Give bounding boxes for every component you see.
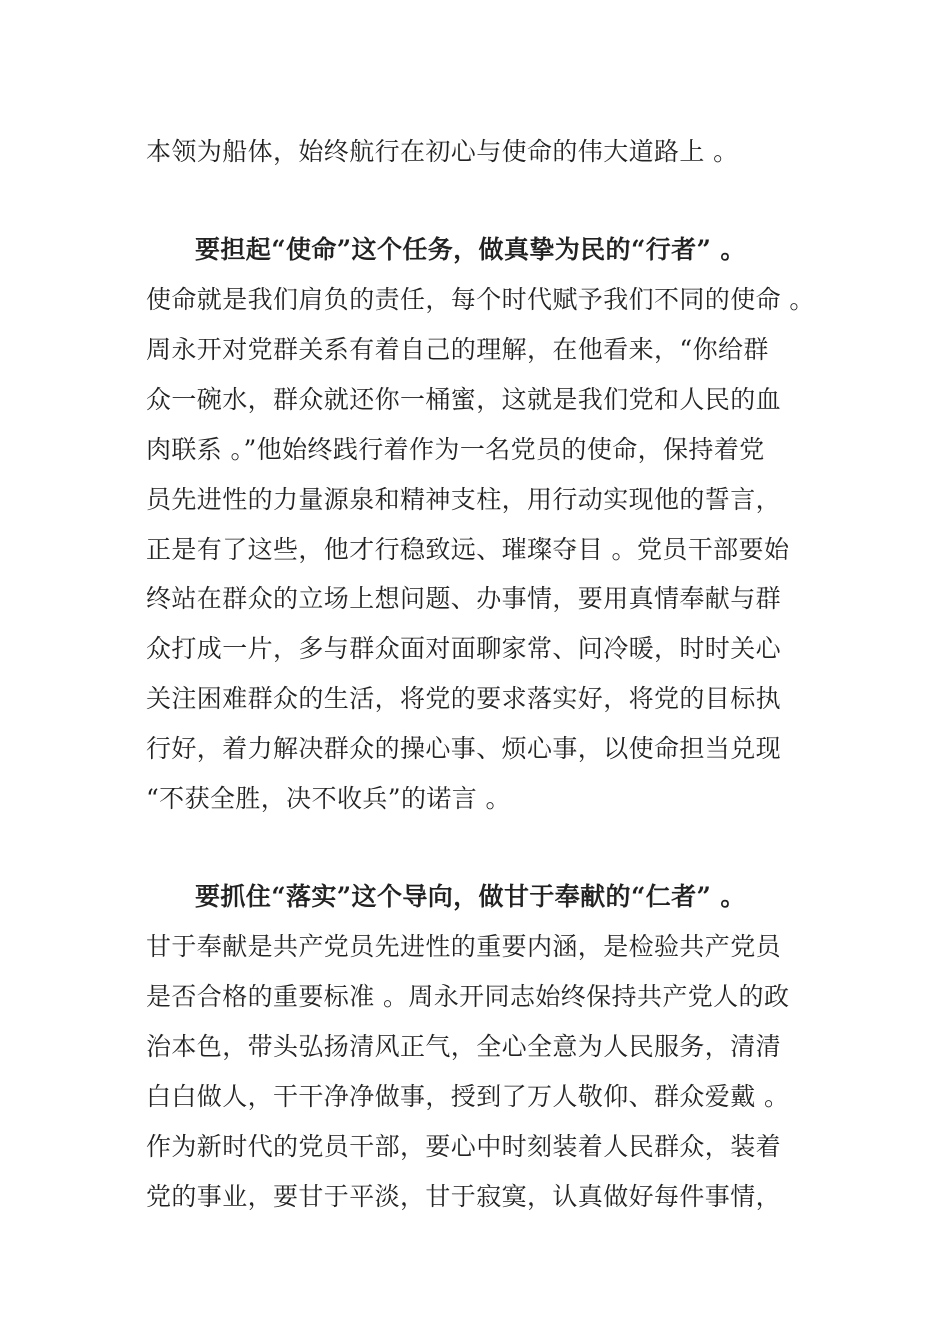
- paragraph-line: 员先进性的力量源泉和精神支柱，用行动实现他的誓言，: [146, 485, 782, 514]
- intro-line: 本领为船体，始终航行在初心与使命的伟大道路上 。: [146, 137, 739, 166]
- paragraph-line: 行好，着力解决群众的操心事、烦心事，以使命担当兑现: [146, 734, 782, 763]
- paragraph-line: 众打成一片，多与群众面对面聊家常、问冷暖，时时关心: [146, 634, 782, 663]
- paragraph-line: 治本色，带头弘扬清风正气，全心全意为人民服务，清清: [146, 1032, 782, 1061]
- paragraph-line: 终站在群众的立场上想问题、办事情，要用真情奉献与群: [146, 584, 782, 613]
- paragraph-line: 是否合格的重要标准 。周永开同志始终保持共产党人的政: [146, 982, 790, 1011]
- section-heading: 要抓住“落实”这个导向，做甘于奉献的“仁者” 。: [195, 882, 746, 911]
- paragraph-line: 肉联系 。”他始终践行着作为一名党员的使命，保持着党: [146, 435, 765, 464]
- paragraph-line: 甘于奉献是共产党员先进性的重要内涵，是检验共产党员: [146, 932, 782, 961]
- paragraph-line: 党的事业，要甘于平淡，甘于寂寞，认真做好每件事情，: [146, 1182, 782, 1211]
- paragraph-line: 众一碗水，群众就还你一桶蜜，这就是我们党和人民的血: [146, 385, 782, 414]
- section-heading: 要担起“使命”这个任务，做真挚为民的“行者” 。: [195, 235, 746, 264]
- paragraph-line: 正是有了这些，他才行稳致远、璀璨夺目 。党员干部要始: [146, 535, 790, 564]
- paragraph-line: “不获全胜，决不收兵”的诺言 。: [146, 784, 511, 813]
- paragraph-line: 周永开对党群关系有着自己的理解，在他看来，“你给群: [146, 335, 769, 364]
- paragraph-line: 关注困难群众的生活，将党的要求落实好，将党的目标执: [146, 684, 782, 713]
- paragraph-line: 白白做人，干干净净做事，授到了万人敬仰、群众爱戴 。: [146, 1082, 790, 1111]
- paragraph-line: 作为新时代的党员干部，要心中时刻装着人民群众，装着: [146, 1132, 782, 1161]
- paragraph-line: 使命就是我们肩负的责任，每个时代赋予我们不同的使命 。: [146, 285, 815, 314]
